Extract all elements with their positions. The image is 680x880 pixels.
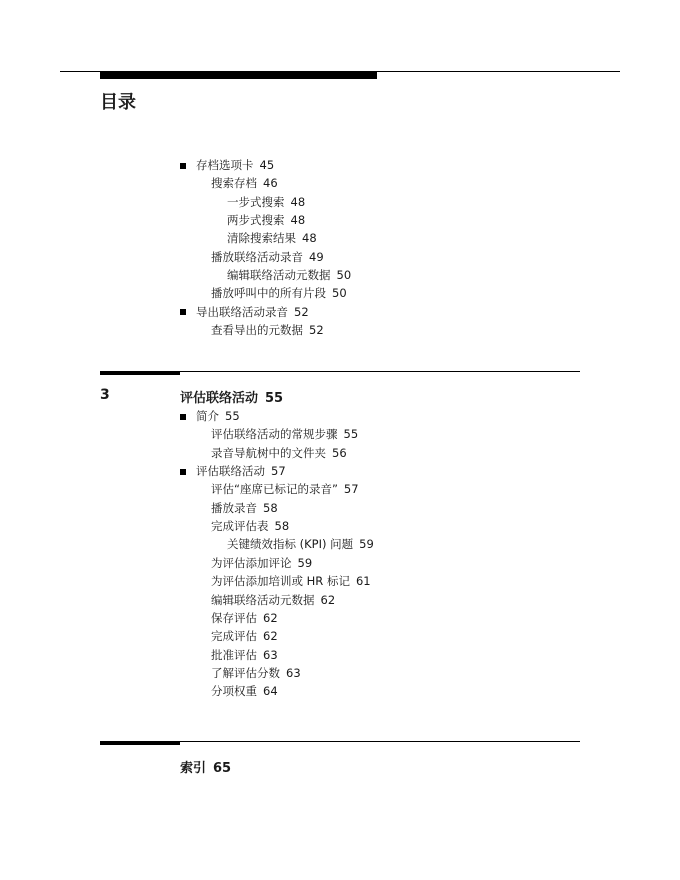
toc-entry[interactable] bbox=[211, 574, 371, 589]
toc-entry-text: 分项权重 bbox=[211, 684, 257, 699]
toc-entry[interactable] bbox=[211, 684, 278, 699]
toc-entry-page: 57 bbox=[271, 464, 286, 479]
toc-entry-page: 50 bbox=[336, 268, 352, 283]
chapter-bar bbox=[100, 371, 180, 375]
toc-entry-page: 48 bbox=[290, 194, 306, 209]
toc-entry-text: 关键绩效指标 (KPI) 问题 bbox=[227, 537, 354, 552]
bullet-icon bbox=[180, 414, 186, 420]
chapter-title[interactable] bbox=[180, 387, 283, 406]
toc-entry-page: 62 bbox=[263, 610, 278, 625]
toc-entry-text: 导出联络活动录音 bbox=[196, 304, 288, 319]
toc-entry[interactable] bbox=[227, 213, 305, 228]
chapter-number: 3 bbox=[100, 387, 110, 403]
index-title: 索引 bbox=[180, 761, 207, 776]
toc-entry-page: 49 bbox=[309, 249, 324, 264]
toc-entry-text: 保存评估 bbox=[211, 610, 257, 625]
toc-entry[interactable] bbox=[211, 556, 312, 571]
toc-entry-text: 批准评估 bbox=[211, 647, 257, 662]
toc-entry[interactable] bbox=[211, 176, 278, 191]
toc-entry-text: 完成评估 bbox=[211, 629, 257, 644]
toc-entry[interactable] bbox=[196, 464, 286, 479]
toc-entry-page: 64 bbox=[263, 684, 278, 699]
toc-entry-text: 查看导出的元数据 bbox=[211, 323, 303, 338]
toc-entry-text: 编辑联络活动元数据 bbox=[227, 268, 331, 283]
toc-entry[interactable] bbox=[211, 501, 278, 516]
toc-entry-text: 完成评估表 bbox=[211, 519, 269, 534]
toc-entry[interactable] bbox=[211, 446, 347, 461]
toc-entry-page: 62 bbox=[320, 592, 336, 607]
toc-entry-text: 录音导航树中的文件夹 bbox=[211, 445, 326, 460]
toc-entry[interactable] bbox=[211, 323, 324, 338]
index-page-number: 65 bbox=[213, 761, 232, 776]
toc-entry[interactable] bbox=[211, 593, 335, 608]
toc-entry-text: 编辑联络活动元数据 bbox=[211, 592, 315, 607]
toc-entry-page: 58 bbox=[274, 519, 290, 534]
toc-entry[interactable] bbox=[227, 537, 374, 552]
toc-entry[interactable] bbox=[227, 231, 317, 246]
toc-entry[interactable] bbox=[211, 250, 324, 265]
toc-title: 目录 bbox=[100, 92, 136, 113]
index-entry[interactable] bbox=[180, 757, 231, 776]
index-bar bbox=[100, 741, 180, 745]
toc-entry-text: 两步式搜索 bbox=[227, 213, 285, 228]
bullet-icon bbox=[180, 309, 186, 315]
toc-entry[interactable] bbox=[211, 427, 358, 442]
toc-entry-page: 48 bbox=[302, 231, 317, 246]
toc-entry[interactable] bbox=[211, 629, 278, 644]
toc-entry-text: 播放录音 bbox=[211, 500, 257, 515]
toc-entry[interactable] bbox=[211, 648, 278, 663]
toc-entry-text: 简介 bbox=[196, 409, 219, 423]
toc-entry-page: 52 bbox=[309, 323, 324, 338]
toc-entry[interactable] bbox=[211, 286, 347, 301]
toc-entry-text: 为评估添加评论 bbox=[211, 555, 292, 570]
toc-entry[interactable] bbox=[196, 305, 309, 320]
toc-entry-text: 清除搜索结果 bbox=[227, 231, 296, 246]
chapter-title-text: 评估联络活动 bbox=[180, 391, 259, 406]
toc-entry-page: 52 bbox=[294, 304, 309, 319]
toc-entry-page: 46 bbox=[263, 176, 278, 191]
chapter-page-number: 55 bbox=[265, 391, 284, 406]
toc-entry-page: 48 bbox=[290, 213, 306, 228]
toc-entry-page: 63 bbox=[286, 665, 301, 680]
toc-entry[interactable] bbox=[211, 611, 278, 626]
header-bar bbox=[100, 71, 377, 79]
toc-entry-page: 55 bbox=[343, 427, 359, 442]
toc-entry[interactable] bbox=[211, 519, 289, 534]
toc-entry-text: 播放呼叫中的所有片段 bbox=[211, 286, 326, 301]
toc-entry[interactable] bbox=[227, 195, 305, 210]
toc-entry-text: 一步式搜索 bbox=[227, 194, 285, 209]
toc-entry-text: 存档选项卡 bbox=[196, 158, 254, 172]
toc-entry-text: 了解评估分数 bbox=[211, 665, 280, 680]
toc-entry-page: 56 bbox=[332, 445, 347, 460]
toc-entry-page: 59 bbox=[297, 555, 313, 570]
toc-entry-page: 50 bbox=[332, 286, 347, 301]
toc-entry-page: 57 bbox=[343, 482, 359, 497]
toc-entry-page: 62 bbox=[263, 629, 278, 644]
toc-entry[interactable] bbox=[227, 268, 351, 283]
toc-entry-page: 63 bbox=[263, 647, 278, 662]
toc-entry[interactable] bbox=[196, 158, 274, 173]
toc-entry-page: 55 bbox=[225, 409, 240, 423]
toc-entry-text: 播放联络活动录音 bbox=[211, 249, 303, 264]
toc-entry-text: 为评估添加培训或 HR 标记 bbox=[211, 574, 350, 589]
toc-entry-text: 评估“座席已标记的录音” bbox=[211, 482, 338, 497]
bullet-icon bbox=[180, 469, 186, 475]
toc-entry-text: 评估联络活动 bbox=[196, 464, 265, 479]
toc-entry-page: 45 bbox=[259, 158, 275, 172]
toc-entry-page: 59 bbox=[359, 537, 374, 552]
toc-entry-text: 搜索存档 bbox=[211, 176, 257, 191]
toc-entry-page: 61 bbox=[355, 574, 371, 589]
toc-entry-page: 58 bbox=[263, 500, 278, 515]
toc-entry[interactable] bbox=[211, 666, 301, 681]
toc-entry[interactable] bbox=[211, 482, 359, 497]
toc-entry-text: 评估联络活动的常规步骤 bbox=[211, 427, 338, 442]
toc-entry[interactable] bbox=[196, 409, 240, 424]
bullet-icon bbox=[180, 163, 186, 169]
